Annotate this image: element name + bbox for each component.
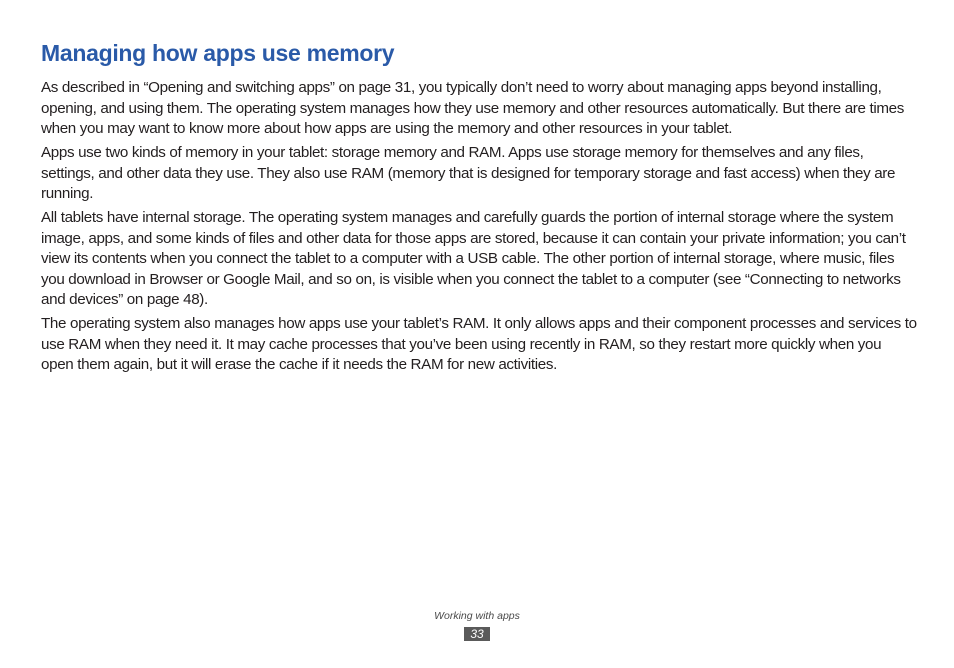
paragraph-ram-management: The operating system also manages how apps use your tablet’s RAM. It only allows apps and their component processes and services to use RAM when they need it. It may cache processes that you’ve been using recently in RAM, so they restart more quickly when you open them again, but it will erase the cache if it needs the RAM for new activities. (41, 315, 917, 373)
paragraph-memory-kinds: Apps use two kinds of memory in your tablet: storage memory and RAM. Apps use storage memory for themselves and any files, settings, and other data they use. They also use RAM (memory that is designed for temporary storage and fast access) when they are running. (41, 144, 896, 202)
page-footer (0, 609, 954, 643)
paragraph-internal-storage: All tablets have internal storage. The operating system manages and carefully guards the portion of internal storage where the system image, apps, and some kinds of files and other data for those apps are stored, because it can contain your private information; you can’t view its contents when you connect the tablet to a computer with a USB cable. The other portion of internal storage, where music, files you download in Browser or Google Mail, and so on, is visible when you connect the tablet to a computer (see “Connecting to networks and devices” on page 48). (41, 209, 906, 308)
page-number: 33 (464, 627, 490, 641)
page-title: Managing how apps use memory (41, 40, 395, 66)
body-text (41, 78, 917, 379)
paragraph-opening-and-switching: As described in “Opening and switching apps” on page 31, you typically don’t need to worry about managing apps beyond installing, opening, and using them. The operating system manages how they use memory and other resources automatically. But there are times when you may want to know more about how apps are using the memory and other resources in your tablet. (41, 79, 904, 137)
footer-section-label: Working with apps (434, 610, 520, 622)
